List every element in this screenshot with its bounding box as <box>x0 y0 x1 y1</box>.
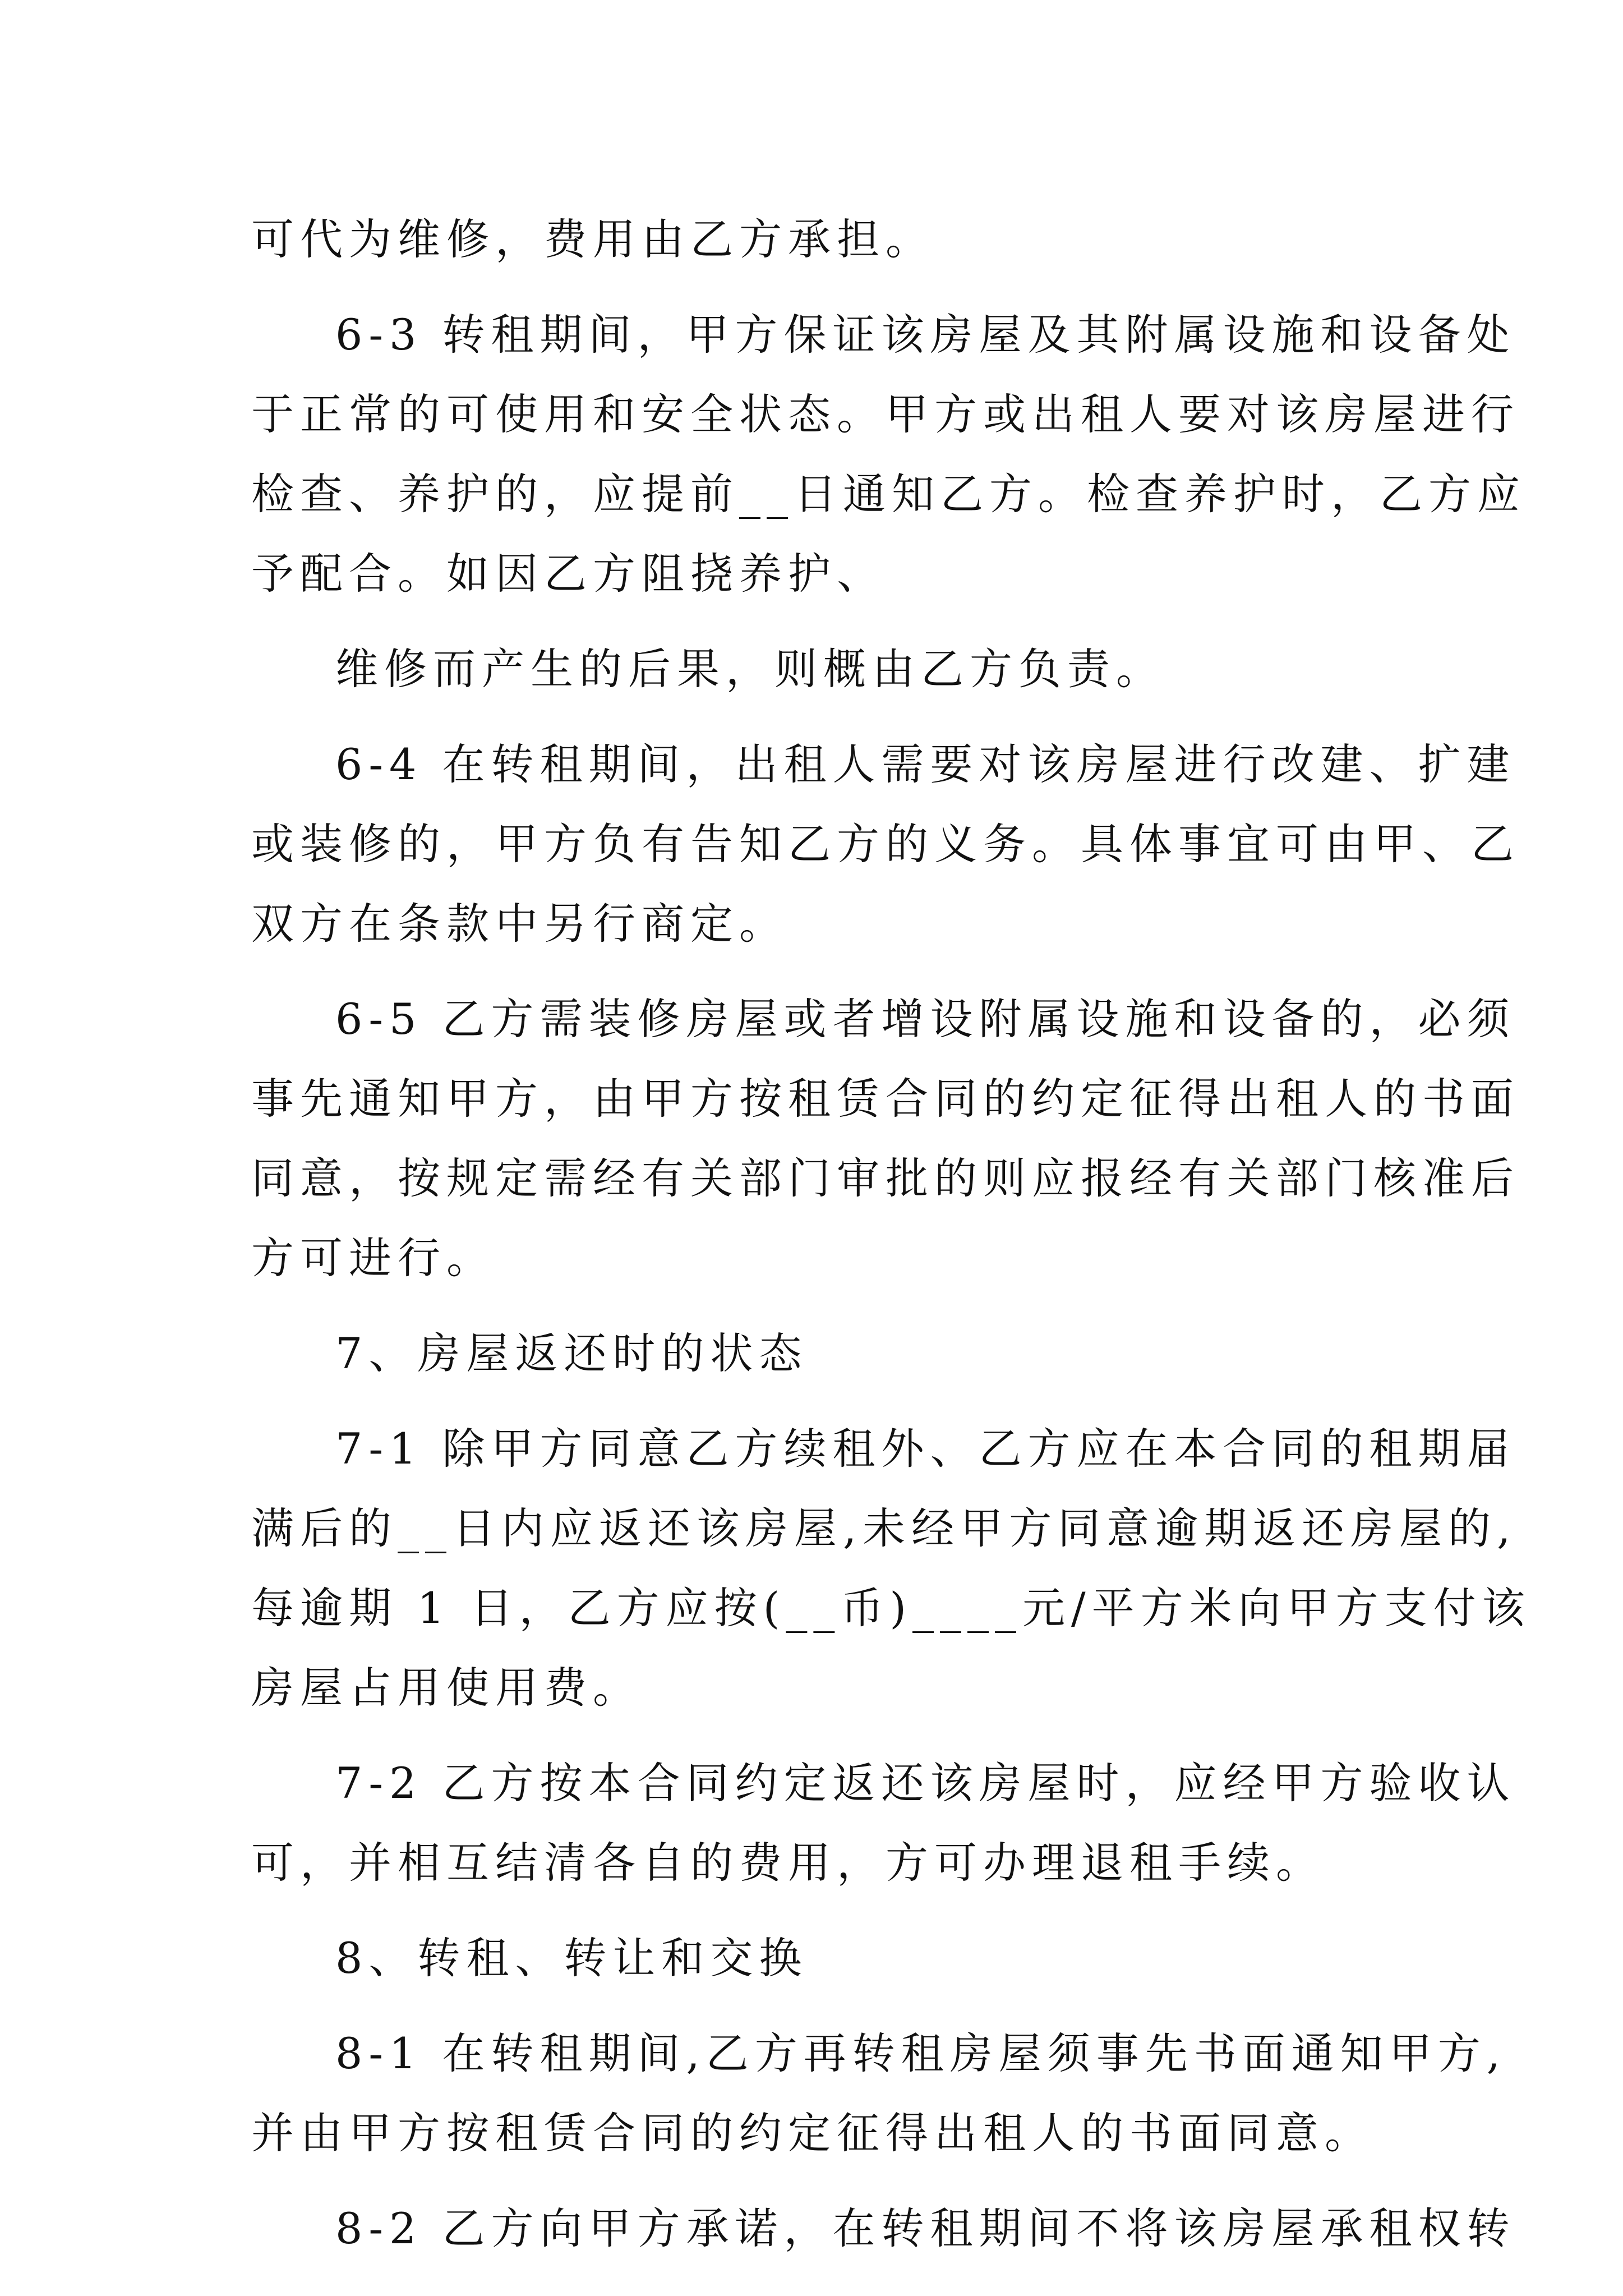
paragraph-6-5-line-1: 6-5 乙方需装修房屋或者增设附属设施和设备的，必须 <box>335 994 1516 1044</box>
paragraph-6-3-line-4: 予配合。如因乙方阻挠养护、 <box>251 549 886 599</box>
section-8-heading: 8、转租、转让和交换 <box>335 1933 808 1983</box>
paragraph-7-1-line-1: 7-1 除甲方同意乙方续租外、乙方应在本合同的租期届 <box>335 1424 1516 1474</box>
paragraph-6-4-line-1: 6-4 在转租期间，出租人需要对该房屋进行改建、扩建 <box>335 739 1516 789</box>
paragraph-7-1-line-3: 每逾期 1 日，乙方应按(__币)____元/平方米向甲方支付该 <box>251 1583 1531 1633</box>
paragraph-8-1-line-1: 8-1 在转租期间,乙方再转租房屋须事先书面通知甲方, <box>335 2028 1506 2078</box>
paragraph-6-4-line-3: 双方在条款中另行商定。 <box>251 899 788 949</box>
paragraph-7-1-line-2: 满后的__日内应返还该房屋,未经甲方同意逾期返还房屋的, <box>251 1503 1517 1553</box>
paragraph-6-3-line-3: 检查、养护的，应提前__日通知乙方。检查养护时，乙方应 <box>251 469 1526 519</box>
paragraph-6-3-continuation: 维修而产生的后果，则概由乙方负责。 <box>335 644 1165 694</box>
paragraph-7-2-line-2: 可，并相互结清各自的费用，方可办理退租手续。 <box>251 1838 1325 1888</box>
paragraph-6-5-line-3: 同意，按规定需经有关部门审批的则应报经有关部门核准后 <box>251 1153 1520 1203</box>
paragraph-1-line-1: 可代为维修，费用由乙方承担。 <box>251 214 934 264</box>
paragraph-8-1-line-2: 并由甲方按租赁合同的约定征得出租人的书面同意。 <box>251 2108 1373 2158</box>
paragraph-7-2-line-1: 7-2 乙方按本合同约定返还该房屋时，应经甲方验收认 <box>335 1758 1516 1808</box>
section-7-heading: 7、房屋返还时的状态 <box>335 1328 808 1378</box>
paragraph-6-5-line-4: 方可进行。 <box>251 1233 495 1283</box>
paragraph-6-3-line-2: 于正常的可使用和安全状态。甲方或出租人要对该房屋进行 <box>251 389 1520 439</box>
document-body <box>251 200 1531 2269</box>
paragraph-8-2-line-1: 8-2 乙方向甲方承诺，在转租期间不将该房屋承租权转 <box>335 2203 1516 2253</box>
paragraph-6-5-line-2: 事先通知甲方，由甲方按租赁合同的约定征得出租人的书面 <box>251 1074 1520 1124</box>
paragraph-6-3-line-1: 6-3 转租期间，甲方保证该房屋及其附属设施和设备处 <box>335 310 1516 360</box>
paragraph-6-4-line-2: 或装修的，甲方负有告知乙方的义务。具体事宜可由甲、乙 <box>251 819 1520 869</box>
paragraph-7-1-line-4: 房屋占用使用费。 <box>251 1663 642 1713</box>
